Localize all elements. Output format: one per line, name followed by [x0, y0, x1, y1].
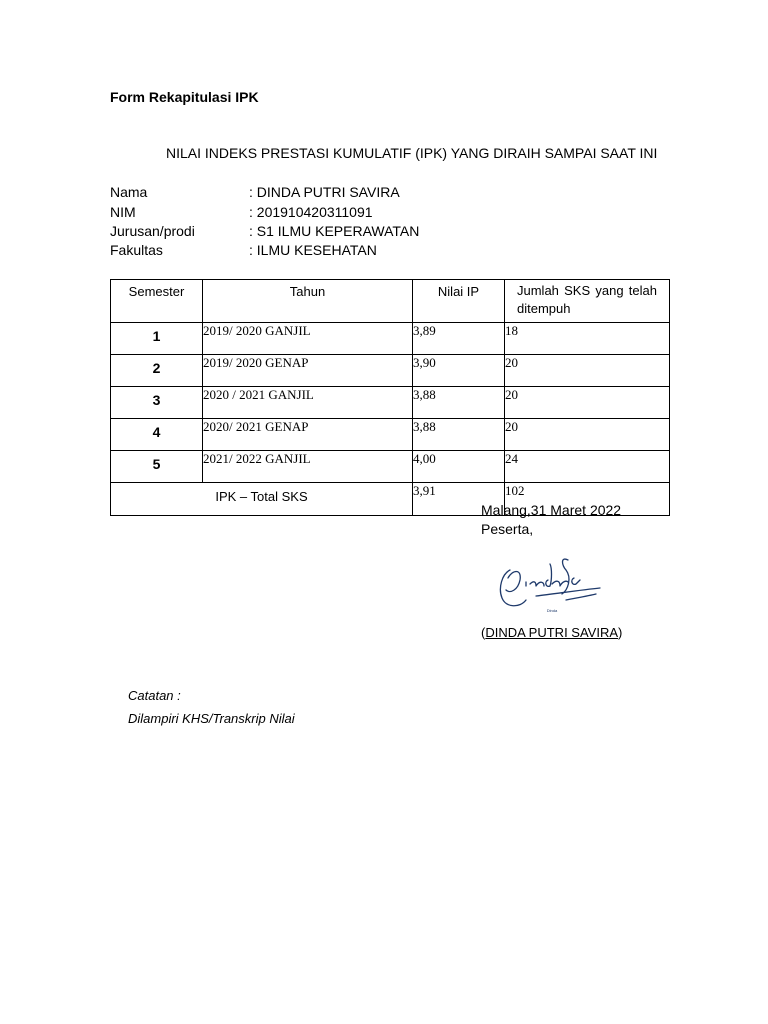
- total-label: IPK – Total SKS: [111, 483, 413, 516]
- ipk-table: [110, 279, 670, 516]
- cell-tahun: 2020/ 2021 GENAP: [203, 419, 413, 451]
- cell-sks: 20: [505, 387, 670, 419]
- cell-semester: 1: [111, 323, 203, 355]
- note-body: Dilampiri KHS/Transkrip Nilai: [128, 711, 295, 726]
- info-label: Jurusan/prodi: [110, 223, 195, 239]
- header-nilai-ip: Nilai IP: [413, 280, 505, 323]
- info-value: : DINDA PUTRI SAVIRA: [249, 184, 400, 200]
- info-value: : ILMU KESEHATAN: [249, 242, 377, 258]
- signature-text: Dinda: [546, 608, 558, 613]
- cell-sks: 18: [505, 323, 670, 355]
- cell-tahun: 2021/ 2022 GANJIL: [203, 451, 413, 483]
- cell-sks: 24: [505, 451, 670, 483]
- cell-ip: 3,88: [413, 419, 505, 451]
- participant-label: Peserta,: [481, 521, 534, 537]
- info-label: Nama: [110, 184, 148, 200]
- table-row: [111, 355, 670, 387]
- total-sks: 102: [505, 483, 670, 516]
- cell-tahun: 2019/ 2020 GENAP: [203, 355, 413, 387]
- table-row: [111, 323, 670, 355]
- cell-ip: 3,88: [413, 387, 505, 419]
- cell-ip: 3,89: [413, 323, 505, 355]
- signer-name: DINDA PUTRI SAVIRA: [485, 625, 619, 640]
- info-value: : 201910420311091: [249, 204, 373, 220]
- signer-close-paren: ): [618, 625, 623, 640]
- cell-semester: 3: [111, 387, 203, 419]
- note-title: Catatan :: [128, 688, 181, 703]
- cell-ip: 4,00: [413, 451, 505, 483]
- header-jumlah-sks: Jumlah SKS yang telah ditempuh: [505, 280, 670, 323]
- cell-tahun: 2020 / 2021 GANJIL: [203, 387, 413, 419]
- cell-semester: 4: [111, 419, 203, 451]
- info-label: NIM: [110, 204, 136, 220]
- total-ip: 3,91: [413, 483, 505, 516]
- cell-sks: 20: [505, 419, 670, 451]
- cell-semester: 2: [111, 355, 203, 387]
- info-value: : S1 ILMU KEPERAWATAN: [249, 223, 420, 239]
- cell-tahun: 2019/ 2020 GANJIL: [203, 323, 413, 355]
- cell-sks: 20: [505, 355, 670, 387]
- header-semester: Semester: [111, 280, 203, 323]
- table-row: [111, 451, 670, 483]
- table-row: [111, 387, 670, 419]
- place-date: Malang,31 Maret 2022: [481, 502, 622, 518]
- document-heading: NILAI INDEKS PRESTASI KUMULATIF (IPK) YANG DIRAIH SAMPAI SAAT INI: [166, 145, 658, 161]
- header-tahun: Tahun: [203, 280, 413, 323]
- table-header-row: [111, 280, 670, 323]
- signer-name-line: [481, 625, 622, 640]
- cell-semester: 5: [111, 451, 203, 483]
- cell-ip: 3,90: [413, 355, 505, 387]
- signature-image: [496, 550, 608, 616]
- form-title: Form Rekapitulasi IPK: [110, 89, 259, 105]
- info-label: Fakultas: [110, 242, 163, 258]
- table-row: [111, 419, 670, 451]
- signer-open-paren: (: [481, 625, 486, 640]
